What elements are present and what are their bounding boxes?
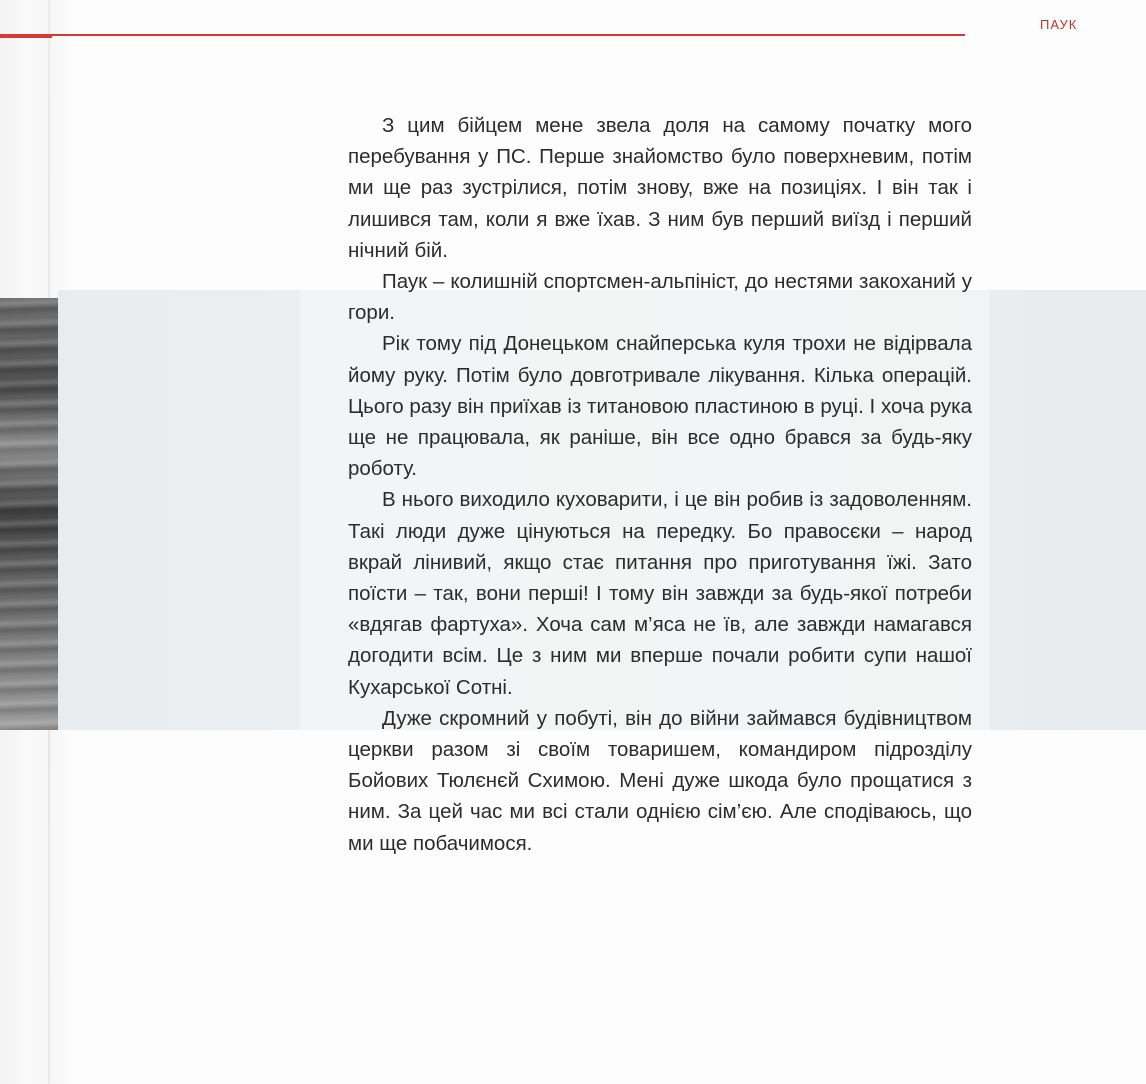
header-red-rule: [0, 34, 965, 36]
body-text: [348, 110, 972, 859]
left-photo-strip: [0, 298, 58, 730]
paragraph: З цим бійцем мене звела доля на самому початку мого перебування у ПС. Перше знайомство було поверхневим, потім ми ще раз зустрілися, потім знову, вже на позиціях. І він так і лишився там, коли я вже їхав. З ним був перший виїзд і перший нічний бій.: [348, 114, 972, 262]
paragraph: В нього виходило куховарити, і це він робив із задоволенням. Такі люди дуже цінуються на передку. Бо правосєки – народ вкрай лінивий, якщо стає питання про приготування їжі. Зато поїсти – так, вони перші! І тому він завжди за будь-якої потреби «вдягав фартуха». Хоча сам м’яса не їв, але завжди намагався догодити всім. Це з ним ми вперше почали робити супи нашої Кухарської Сотні.: [348, 488, 972, 699]
paragraph: Рік тому під Донецьком снайперська куля трохи не відірвала йому руку. Потім було довготривале лікування. Кілька операцій. Цього разу він приїхав із титановою пластиною в руці. І хоча рука ще не працювала, як раніше, він все одно брався за будь-яку роботу.: [348, 332, 972, 481]
running-head-title: ПАУК: [1040, 17, 1078, 32]
paragraph: Дуже скромний у побуті, він до війни займався будівництвом церкви разом зі своїм товаришем, командиром підрозділу Бойових Тюлєнєй Схимою. Мені дуже шкода було прощатися з ним. За цей час ми всі стали однією сім’єю. Але сподіваюсь, що ми ще побачимося.: [348, 706, 972, 855]
header-red-rule-left: [0, 36, 52, 38]
paragraph: Паук – колишній спортсмен-альпініст, до нестями закоханий у гори.: [348, 270, 972, 325]
